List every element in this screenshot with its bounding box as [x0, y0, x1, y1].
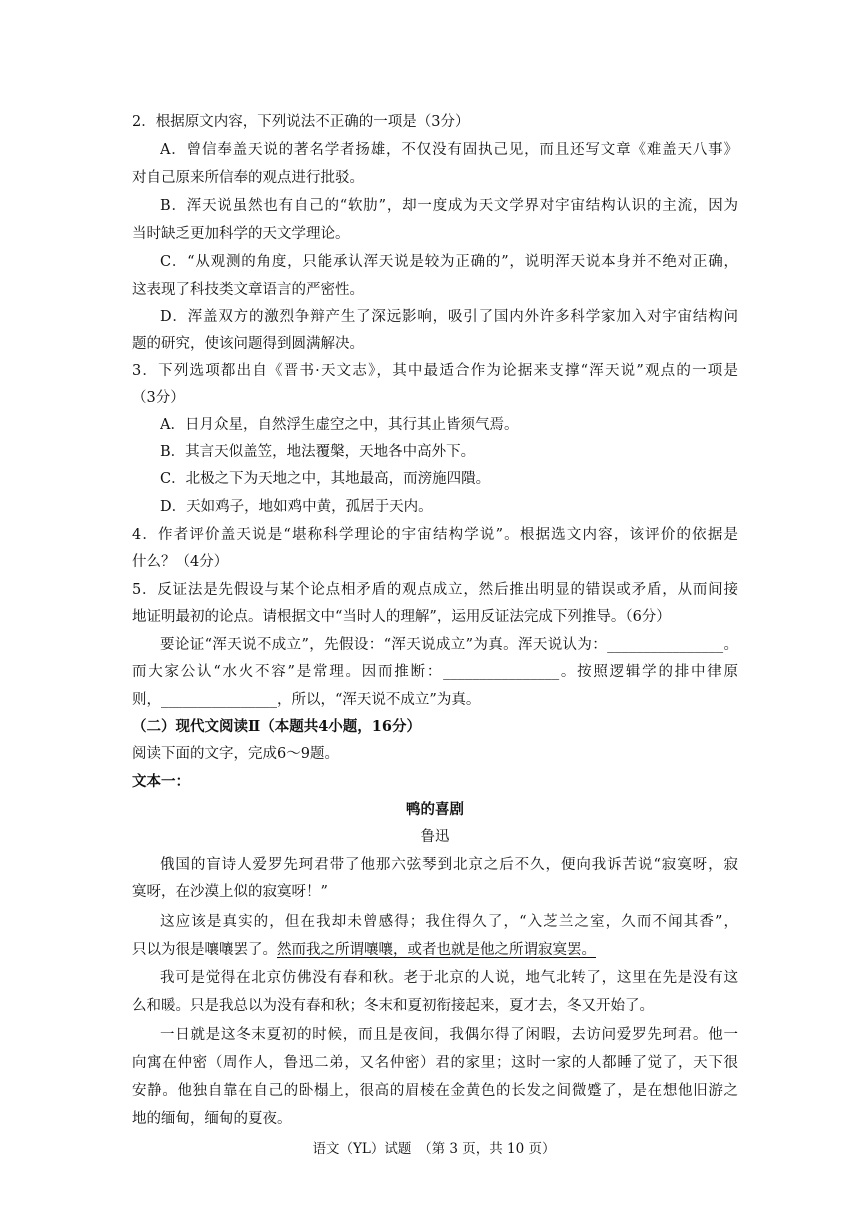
q3-stem-line2: （3分） [132, 390, 185, 406]
q5-line4: 而大家公认“水火不容”是常理。因而推断：________________。按照逻辑学的排中律原 [132, 664, 738, 680]
q5-line2: 地证明最初的论点。请根据文中“当时人的理解”，运用反证法完成下列推导。（6分） [132, 609, 671, 625]
q2-option-a-line1: A．曾信奉盖天说的著名学者扬雄，不仅没有固执己见，而且还写文章《难盖天八事》 [160, 142, 738, 158]
q2-option-b-line2: 当时缺乏更加科学的天文学理论。 [132, 226, 350, 242]
paragraph-1-line2: 寞呀，在沙漠上似的寂寞呀！” [132, 884, 328, 900]
q3-option-c: C．北极之下为天地之中，其地最高，而滂施四隤。 [160, 471, 491, 487]
q3-stem-line1: 3．下列选项都出自《晋书·天文志》，其中最适合作为论据来支撑“浑天说”观点的一项是 [132, 363, 738, 379]
article-title: 鸭的喜剧 [406, 801, 464, 818]
q2-option-c-line2: 这表现了科技类文章语言的严密性。 [132, 282, 364, 298]
q2-option-c-line1: C．“从观测的角度，只能承认浑天说是较为正确的”，说明浑天说本身并不绝对正确， [160, 254, 738, 270]
q4-line2: 什么？（4分） [132, 554, 229, 570]
q5-line5: 则，________________，所以，“浑天说不成立”为真。 [132, 692, 481, 708]
paragraph-4-line3: 安静。他独自靠在自己的卧榻上，很高的眉棱在金黄色的长发之间微蹙了，是在想他旧游之 [132, 1083, 738, 1099]
q5-line3: 要论证“浑天说不成立”，先假设：“浑天说成立”为真。浑天说认为：________________。 [160, 637, 738, 653]
section-instruction: 阅读下面的文字，完成6～9题。 [132, 746, 339, 762]
paragraph-2-line1: 这应该是真实的，但在我却未曾感得；我住得久了，“入芝兰之室，久而不闻其香”， [160, 914, 738, 930]
page-footer: 语文（YL）试题 （第 3 页，共 10 页） [312, 1141, 556, 1157]
paragraph-3-line2: 么和暖。只是我总以为没有春和秋；冬末和夏初衔接起来，夏才去，冬又开始了。 [132, 998, 654, 1014]
underlined-sentence: 然而我之所谓嚷嚷，或者也就是他之所谓寂寞罢。 [277, 942, 596, 958]
section-heading: （二）现代文阅读Ⅱ（本题共4小题，16分） [132, 718, 421, 735]
q3-option-b: B．其言天似盖笠，地法覆槃，天地各中高外下。 [160, 444, 476, 460]
paragraph-4-line4: 地的缅甸，缅甸的夏夜。 [132, 1111, 292, 1127]
q2-option-a-line2: 对自己原来所信奉的观点进行批驳。 [132, 170, 364, 186]
paragraph-4-line2: 向寓在仲密（周作人，鲁迅二弟，又名仲密）君的家里；这时一家的人都睡了觉了，天下很 [132, 1055, 738, 1071]
article-author: 鲁迅 [420, 829, 450, 845]
paragraph-1-line1: 俄国的盲诗人爱罗先珂君带了他那六弦琴到北京之后不久，便向我诉苦说“寂寞呀，寂 [160, 857, 738, 873]
q5-line1: 5．反证法是先假设与某个论点相矛盾的观点成立，然后推出明显的错误或矛盾，从而间接 [132, 582, 738, 598]
q2-option-b-line1: B．浑天说虽然也有自己的“软肋”，却一度成为天文学界对宇宙结构认识的主流，因为 [160, 198, 738, 214]
q2-stem: 2．根据原文内容，下列说法不正确的一项是（3分） [132, 114, 470, 130]
q2-option-d-line2: 题的研究，使该问题得到圆满解决。 [132, 336, 364, 352]
paragraph-4-line1: 一日就是这冬末夏初的时候，而且是夜间，我偶尔得了闲暇，去访问爱罗先珂君。他一 [160, 1027, 738, 1043]
q3-option-a: A．日月众星，自然浮生虚空之中，其行其止皆须气焉。 [160, 417, 519, 433]
q2-option-d-line1: D．浑盖双方的激烈争辩产生了深远影响，吸引了国内外许多科学家加入对宇宙结构问 [160, 309, 738, 325]
q4-line1: 4．作者评价盖天说是“堪称科学理论的宇宙结构学说”。根据选文内容，该评价的依据是 [132, 527, 738, 543]
q3-option-d: D．天如鸡子，地如鸡中黄，孤居于天内。 [160, 499, 433, 515]
paragraph-2-text: 只以为很是嚷嚷罢了。 [132, 942, 277, 958]
paragraph-3-line1: 我可是觉得在北京仿佛没有春和秋。老于北京的人说，地气北转了，这里在先是没有这 [160, 970, 738, 986]
text-one-label: 文本一： [132, 773, 190, 790]
paragraph-2-line2 [132, 940, 738, 960]
